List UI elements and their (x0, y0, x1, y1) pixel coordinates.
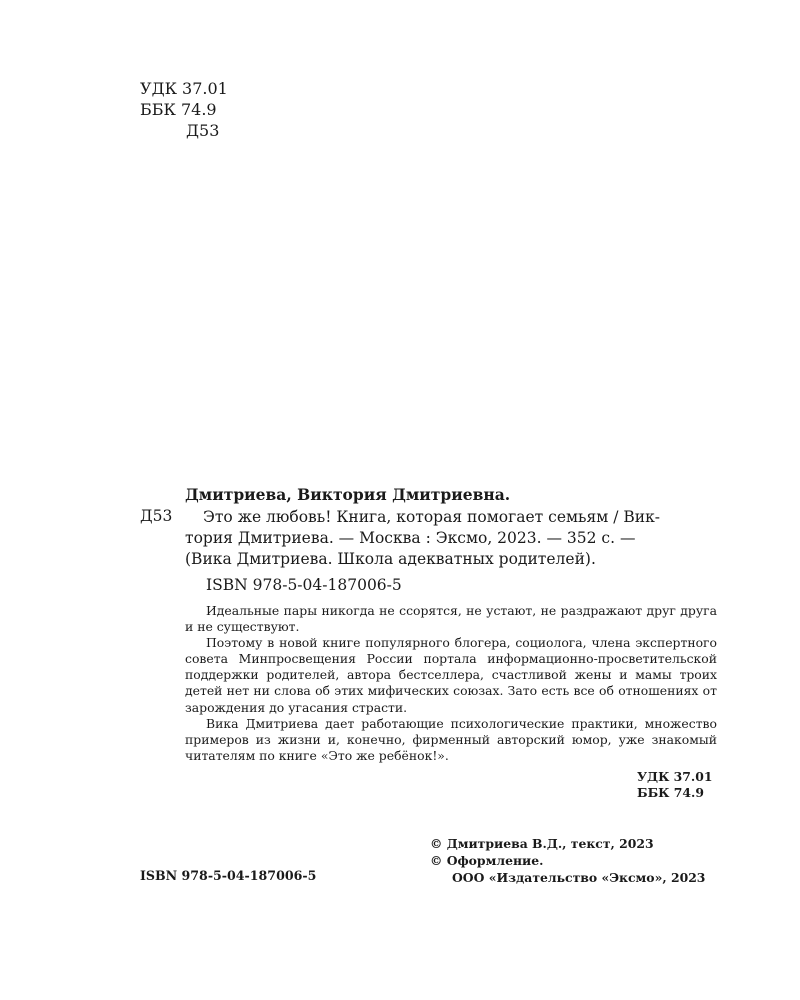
udk-code-footer: УДК 37.01 (637, 769, 713, 784)
isbn-footer: ISBN 978-5-04-187006-5 (140, 868, 317, 883)
author-heading: Дмитриева, Виктория Дмитриевна. (185, 485, 511, 504)
copyright-publisher: ООО «Издательство «Эксмо», 2023 (452, 870, 706, 885)
copyright-design: © Оформление. (430, 853, 544, 868)
description-line-2: тория Дмитриева. — Москва : Эксмо, 2023. — 352 с. — (185, 529, 636, 547)
annotation-paragraph: Поэтому в новой книге популярного блогера, социолога, члена экспертного совета Минпросвещения России портала информационно-просветительской поддержки родителей, автора бестселлера, счастливой жены и мамы троих детей нет ни слова об этих мифических союзах. Зато есть все об отношениях от зарождения до угасания страсти. (185, 635, 717, 715)
bbk-code-footer: ББК 74.9 (637, 785, 704, 800)
copyright-text: © Дмитриева В.Д., текст, 2023 (430, 836, 654, 851)
bbk-code: ББК 74.9 (140, 100, 217, 119)
description-line-1: Это же любовь! Книга, которая помогает семьям / Вик- (203, 508, 661, 526)
catalog-author-sign: Д53 (140, 507, 173, 525)
annotation-paragraph: Вика Дмитриева дает работающие психологические практики, множество примеров из жизни и, конечно, фирменный авторский юмор, уже знакомый читателям по книге «Это же ребёнок!». (185, 715, 717, 763)
isbn-catalog: ISBN 978-5-04-187006-5 (206, 576, 402, 594)
copyright-block (430, 835, 705, 886)
annotation (185, 603, 717, 764)
classification-codes-footer (637, 769, 712, 801)
annotation-paragraph: Идеальные пары никогда не ссорятся, не устают, не раздражают друг друга и не существуют. (185, 603, 717, 635)
author-sign: Д53 (186, 121, 220, 140)
catalog-description (185, 507, 717, 570)
description-line-3: (Вика Дмитриева. Школа адекватных родителей). (185, 550, 596, 568)
udk-code: УДК 37.01 (140, 79, 228, 98)
classification-codes-header (140, 78, 228, 141)
